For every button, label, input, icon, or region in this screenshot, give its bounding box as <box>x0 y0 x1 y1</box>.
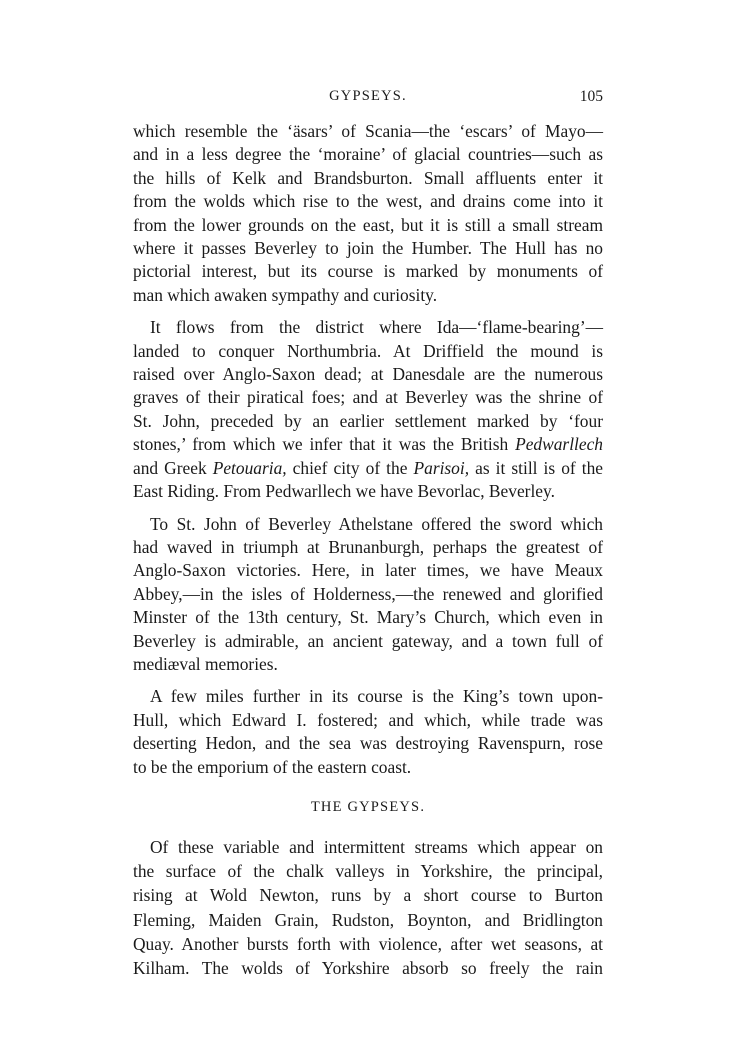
text-line: To St. John of Beverley Athelstane offered the sword which <box>150 513 603 534</box>
text-line: Fleming, Maiden Grain, Rudston, Boynton, and Bridlington <box>133 909 603 930</box>
text-line: the hills of Kelk and Brandsburton. Small affluents enter it <box>133 167 603 188</box>
text-line: deserting Hedon, and the sea was destroying Ravenspurn, rose <box>133 733 603 754</box>
section-heading: THE GYPSEYS. <box>310 798 426 815</box>
text-line: and in a less degree the ‘moraine’ of glacial countries—such as <box>133 144 603 165</box>
text-line: stones,’ from which we infer that it was the British Pedwarllech <box>133 434 603 455</box>
text-line: to be the emporium of the eastern coast. <box>133 756 412 777</box>
text-line: from the wolds which rise to the west, and drains come into it <box>133 191 603 212</box>
text-line: from the lower grounds on the east, but it is still a small stream <box>133 214 603 235</box>
text-line: the surface of the chalk valleys in Yorkshire, the principal, <box>133 861 603 882</box>
paragraph <box>133 685 603 779</box>
text-line: mediæval memories. <box>133 653 278 674</box>
body-text <box>133 120 603 989</box>
text-line: where it passes Beverley to join the Humber. The Hull has no <box>133 238 603 259</box>
text-line: Of these variable and intermittent streams which appear on <box>150 836 603 857</box>
text-line: rising at Wold Newton, runs by a short course to Burton <box>133 885 603 906</box>
text-line: Quay. Another bursts forth with violence, after wet seasons, at <box>133 933 603 954</box>
text-line: had waved in triumph at Brunanburgh, perhaps the greatest of <box>133 536 603 557</box>
page-number: 105 <box>579 88 603 105</box>
paragraph <box>133 316 603 503</box>
text-line: Beverley is admirable, an ancient gateway, and a town full of <box>133 630 603 651</box>
paragraph <box>133 835 603 980</box>
text-line: Anglo-Saxon victories. Here, in later times, we have Meaux <box>133 560 603 581</box>
text-line: It flows from the district where Ida—‘flame-bearing’— <box>150 317 603 338</box>
paragraph <box>133 120 603 307</box>
text-line: Minster of the 13th century, St. Mary’s Church, which even in <box>133 607 603 628</box>
running-head <box>133 88 603 110</box>
text-line: St. John, preceded by an earlier settlement marked by ‘four <box>133 410 603 431</box>
text-line: Kilham. The wolds of Yorkshire absorb so freely the rain <box>133 957 603 978</box>
running-title: GYPSEYS. <box>329 88 407 104</box>
text-line: Abbey,—in the isles of Holderness,—the renewed and glorified <box>133 583 603 604</box>
text-line: pictorial interest, but its course is marked by monuments of <box>133 261 603 282</box>
text-line: landed to conquer Northumbria. At Driffield the mound is <box>133 340 603 361</box>
text-line: A few miles further in its course is the King’s town upon- <box>150 686 603 707</box>
text-line: and Greek Petouaria, chief city of the Parisoi, as it still is of the <box>133 457 603 478</box>
text-line: man which awaken sympathy and curiosity. <box>133 284 438 305</box>
text-line: graves of their piratical foes; and at Beverley was the shrine of <box>133 387 603 408</box>
text-line: raised over Anglo-Saxon dead; at Danesdale are the numerous <box>133 364 603 385</box>
paragraph <box>133 513 603 677</box>
text-line: Hull, which Edward I. fostered; and which, while trade was <box>133 709 603 730</box>
text-line: East Riding. From Pedwarllech we have Bevorlac, Beverley. <box>133 481 555 502</box>
text-line: which resemble the ‘äsars’ of Scania—the ‘escars’ of Mayo— <box>133 121 603 141</box>
